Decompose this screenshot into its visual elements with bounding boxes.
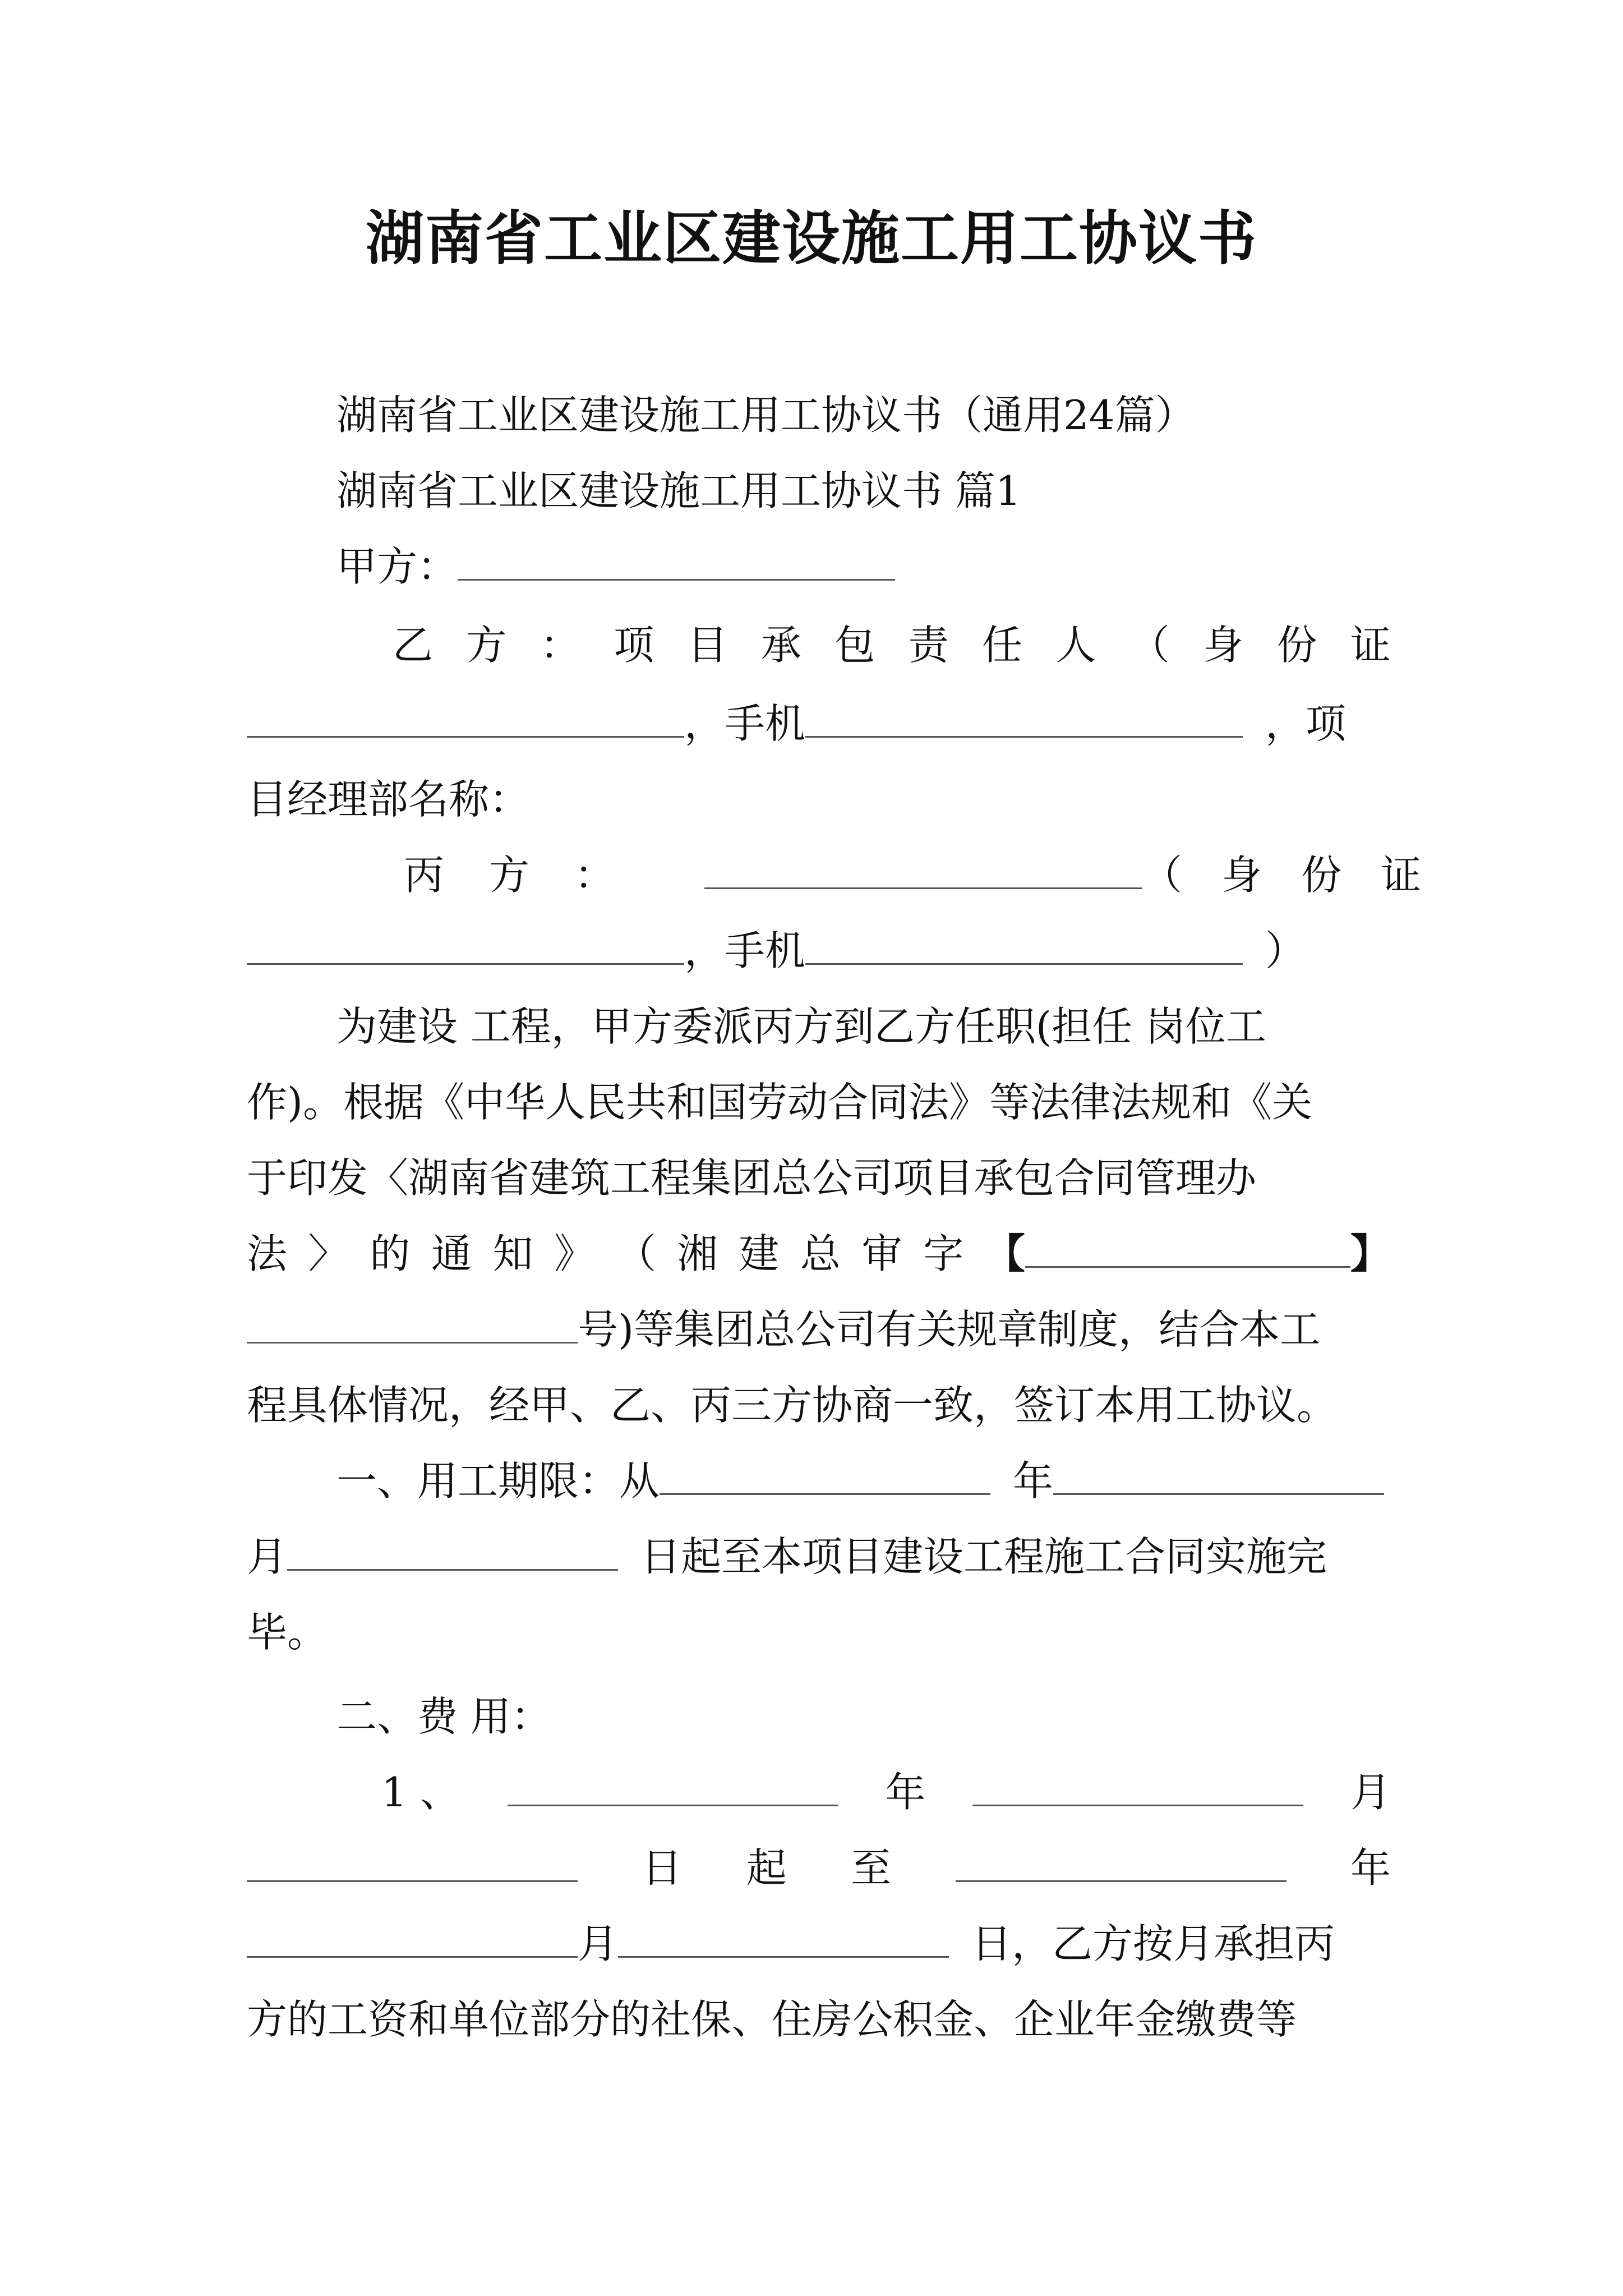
para1-left-bracket: 【	[984, 1230, 1025, 1277]
party-c-char: 方	[489, 852, 530, 899]
fees-day-label: 日	[642, 1844, 683, 1892]
party-b-line-3: 目经理部名称：	[247, 776, 530, 823]
party-c-char: 丙	[404, 852, 445, 899]
term-line-2-text: 日起至本项目建设工程施工合同实施完	[640, 1533, 1327, 1580]
party-b-line-2	[247, 696, 1391, 752]
fees-blank-1	[508, 1769, 838, 1806]
party-c-line-2	[247, 923, 1391, 979]
party-c-char: 身	[1221, 852, 1262, 899]
fees-year-label-1: 年	[885, 1769, 926, 1816]
term-line-3: 毕。	[247, 1609, 328, 1656]
party-b-char: 身	[1203, 622, 1244, 669]
fees-blank-6	[618, 1920, 949, 1958]
term-line-2	[247, 1529, 1391, 1585]
term-year-label: 年	[1013, 1457, 1054, 1504]
document-title: 湖南省工业区建设施工用工协议书	[365, 204, 1257, 273]
term-from-blank	[660, 1457, 990, 1495]
fees-year-label-2: 年	[1350, 1844, 1391, 1892]
para1-char: （	[615, 1230, 656, 1277]
party-b-char: 项	[614, 622, 654, 669]
party-b-char: 乙	[393, 622, 434, 669]
term-month-label: 月	[247, 1533, 288, 1580]
party-c-tail: ）	[1265, 927, 1306, 974]
section-heading: 湖南省工业区建设施工用工协议书 篇1	[336, 467, 1021, 514]
para1-char: 法	[247, 1230, 288, 1277]
party-b-id-blank	[247, 700, 684, 738]
party-c-name-blank	[704, 852, 1142, 889]
party-b-line-1	[393, 617, 1391, 673]
doc-number-blank-2	[247, 1306, 578, 1343]
term-year-blank	[1053, 1457, 1384, 1495]
para1-char: 〉	[308, 1230, 349, 1277]
para1-char: 的	[370, 1230, 411, 1277]
party-b-char: 承	[760, 622, 801, 669]
party-a-line	[336, 539, 1481, 595]
fees-heading: 二、费 用：	[336, 1693, 551, 1740]
party-b-char: ：	[540, 622, 580, 669]
fees-line-3-text: 日，乙方按月承担丙	[971, 1920, 1335, 1967]
party-b-phone-label: ，手机	[684, 700, 806, 747]
party-b-tail: ，项	[1265, 700, 1347, 747]
para1-char: 总	[800, 1230, 841, 1277]
party-b-char: 方	[466, 622, 507, 669]
fees-line-2	[247, 1840, 1391, 1896]
fees-month-label-1: 月	[1350, 1769, 1391, 1816]
party-b-phone-blank	[805, 700, 1243, 738]
para1-char: 》	[554, 1230, 595, 1277]
party-b-char: 证	[1350, 622, 1391, 669]
party-b-char: 份	[1276, 622, 1317, 669]
document-subtitle: 湖南省工业区建设施工用工协议书（通用24篇）	[336, 392, 1196, 439]
party-b-char: 目	[687, 622, 728, 669]
party-c-phone-blank	[805, 927, 1243, 965]
party-a-label: 甲方：	[336, 543, 458, 590]
fees-blank-5	[247, 1920, 578, 1958]
para1-line-2: 作)。根据《中华人民共和国劳动合同法》等法律法规和《关	[247, 1079, 1313, 1126]
party-b-char: 包	[834, 622, 875, 669]
fees-item-number: 1 、	[381, 1769, 460, 1816]
para1-line-5	[247, 1301, 1391, 1358]
party-c-char: 证	[1381, 852, 1422, 899]
party-c-phone-label: ，手机	[684, 927, 806, 974]
para1-char: 湘	[677, 1230, 718, 1277]
para1-char: 知	[492, 1230, 533, 1277]
party-c-line-1	[404, 847, 1422, 903]
fees-blank-4	[956, 1844, 1287, 1882]
term-line-1	[336, 1453, 1391, 1509]
para1-right-bracket: 】	[1350, 1230, 1391, 1277]
party-a-blank	[458, 543, 895, 581]
term-month-blank	[287, 1533, 618, 1571]
fees-blank-2	[972, 1769, 1303, 1806]
party-c-id-blank	[247, 927, 684, 965]
party-b-char: 任	[982, 622, 1023, 669]
para1-line-1: 为建设 工程，甲方委派丙方到乙方任职(担任 岗位工	[336, 1003, 1266, 1050]
para1-line-6: 程具体情况，经甲、乙、丙三方协商一致，签订本用工协议。	[247, 1382, 1338, 1429]
party-b-char: 人	[1055, 622, 1096, 669]
fees-from-label: 起	[746, 1844, 787, 1892]
party-c-char: （	[1142, 852, 1183, 899]
fees-line-1	[381, 1764, 1391, 1820]
fees-line-3	[247, 1916, 1391, 1972]
para1-char: 字	[923, 1230, 964, 1277]
fees-line-4: 方的工资和单位部分的社保、住房公积金、企业年金缴费等	[247, 1996, 1297, 2043]
party-c-char: 份	[1301, 852, 1342, 899]
para1-line-4	[247, 1226, 1391, 1282]
party-c-char: ：	[574, 852, 615, 899]
doc-number-blank-1	[1025, 1230, 1350, 1268]
para1-char: 审	[861, 1230, 902, 1277]
fees-to-label: 至	[851, 1844, 892, 1892]
para1-line-3: 于印发〈湖南省建筑工程集团总公司项目承包合同管理办	[247, 1154, 1257, 1202]
party-b-char: 责	[908, 622, 949, 669]
party-b-char: （	[1129, 622, 1170, 669]
fees-blank-3	[247, 1844, 578, 1882]
term-label: 一、用工期限：从	[336, 1457, 660, 1504]
para1-char: 建	[739, 1230, 780, 1277]
fees-month-label-2: 月	[578, 1920, 619, 1967]
para1-char: 通	[431, 1230, 472, 1277]
para1-line-5-text: 号)等集团总公司有关规章制度，结合本工	[578, 1306, 1321, 1353]
